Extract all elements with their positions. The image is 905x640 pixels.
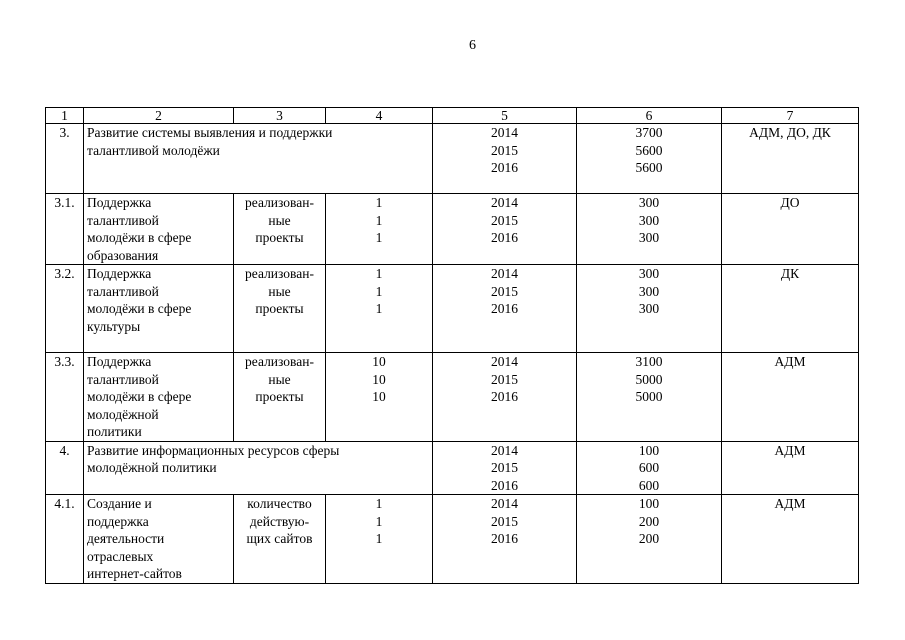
indicator-value-cell: 10 10 10	[326, 353, 433, 442]
years-cell: 2014 2015 2016	[433, 124, 577, 194]
header-row	[46, 108, 859, 124]
indicator-cell: реализован- ные проекты	[234, 194, 326, 265]
executor-cell: АДМ	[722, 353, 859, 442]
funding-amount-cell: 300 300 300	[577, 265, 722, 353]
row-number-cell: 3.2.	[46, 265, 84, 353]
header-cell: 3	[234, 108, 326, 124]
header-cell: 6	[577, 108, 722, 124]
table-row	[46, 265, 859, 353]
indicator-cell: реализован- ные проекты	[234, 353, 326, 442]
years-cell: 2014 2015 2016	[433, 441, 577, 495]
funding-amount-cell: 300 300 300	[577, 194, 722, 265]
indicator-cell: количество действую- щих сайтов	[234, 495, 326, 584]
funding-amount-cell: 3700 5600 5600	[577, 124, 722, 194]
header-cell: 4	[326, 108, 433, 124]
row-number-cell: 3.	[46, 124, 84, 194]
executor-cell: АДМ	[722, 441, 859, 495]
indicator-cell: реализован- ные проекты	[234, 265, 326, 353]
activity-name-cell: Поддержка талантливой молодёжи в сфере молодёжной политики	[84, 353, 234, 442]
funding-amount-cell: 3100 5000 5000	[577, 353, 722, 442]
header-cell: 2	[84, 108, 234, 124]
years-cell: 2014 2015 2016	[433, 194, 577, 265]
funding-amount-cell: 100 200 200	[577, 495, 722, 584]
header-cell: 7	[722, 108, 859, 124]
section-title-cell: Развитие системы выявления и поддержки талантливой молодёжи	[84, 124, 433, 194]
activity-name-cell: Создание и поддержка деятельности отраслевых интернет-сайтов	[84, 495, 234, 584]
table-row	[46, 124, 859, 194]
table-row	[46, 441, 859, 495]
table-row	[46, 353, 859, 442]
row-number-cell: 3.1.	[46, 194, 84, 265]
years-cell: 2014 2015 2016	[433, 353, 577, 442]
indicator-value-cell: 1 1 1	[326, 265, 433, 353]
page-number: 6	[469, 38, 476, 53]
table-row	[46, 194, 859, 265]
indicator-value-cell: 1 1 1	[326, 495, 433, 584]
section-title-cell: Развитие информационных ресурсов сферы молодёжной политики	[84, 441, 433, 495]
executor-cell: АДМ	[722, 495, 859, 584]
program-table	[45, 107, 859, 584]
activity-name-cell: Поддержка талантливой молодёжи в сфере образования	[84, 194, 234, 265]
years-cell: 2014 2015 2016	[433, 265, 577, 353]
funding-amount-cell: 100 600 600	[577, 441, 722, 495]
executor-cell: АДМ, ДО, ДК	[722, 124, 859, 194]
indicator-value-cell: 1 1 1	[326, 194, 433, 265]
table-row	[46, 495, 859, 584]
years-cell: 2014 2015 2016	[433, 495, 577, 584]
row-number-cell: 3.3.	[46, 353, 84, 442]
executor-cell: ДО	[722, 194, 859, 265]
row-number-cell: 4.	[46, 441, 84, 495]
header-cell: 5	[433, 108, 577, 124]
row-number-cell: 4.1.	[46, 495, 84, 584]
activity-name-cell: Поддержка талантливой молодёжи в сфере культуры	[84, 265, 234, 353]
executor-cell: ДК	[722, 265, 859, 353]
header-cell: 1	[46, 108, 84, 124]
